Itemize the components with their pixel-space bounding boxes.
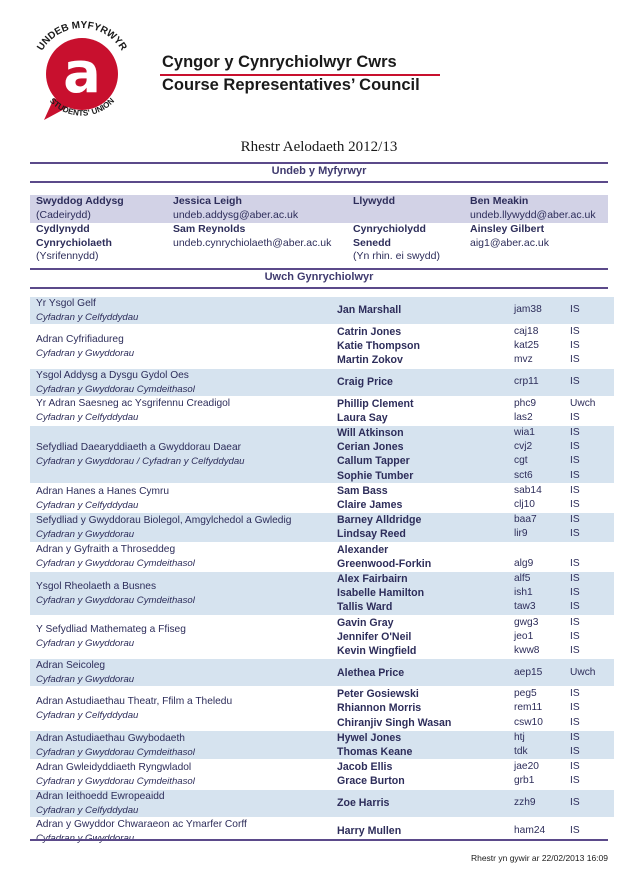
rep-name: Sophie Tumber — [337, 469, 414, 482]
rep-ids — [514, 659, 570, 687]
rep-name: Barney Alldridge — [337, 514, 422, 527]
officer-email: undeb.addysg@aber.ac.uk — [173, 208, 299, 221]
rep-user-id: gwg3 — [514, 616, 539, 628]
department-cell — [30, 483, 332, 512]
faculty-name: Cyfadran y Gwyddorau — [36, 347, 135, 359]
rep-name: Harry Mullen — [337, 825, 402, 838]
department-cell — [30, 396, 332, 425]
rep-status: IS — [570, 797, 580, 809]
section-heading-reps: Uwch Gynrychiolwyr — [264, 271, 374, 283]
faculty-name: Cyfadran y Gwyddorau Cymdeithasol — [36, 594, 195, 606]
rep-name: Zoe Harris — [337, 797, 390, 810]
rep-status: IS — [570, 304, 580, 316]
union-role: Cynrychiolydd Senedd (Yn rhin. ei swydd) — [353, 223, 440, 262]
rep-status: IS — [570, 528, 580, 540]
department-cell — [30, 760, 332, 789]
rep-status: IS — [570, 731, 580, 743]
rep-ids — [514, 730, 570, 759]
rep-name: Tallis Ward — [337, 601, 393, 614]
rep-names — [332, 760, 514, 789]
rep-ids — [514, 789, 570, 817]
rep-ids — [514, 426, 570, 484]
department-name: Yr Ysgol Gelf — [36, 298, 96, 309]
department-row — [30, 368, 614, 396]
rep-name: Jennifer O'Neil — [337, 630, 412, 643]
rep-user-id: cvj2 — [514, 441, 533, 453]
department-cell — [30, 325, 332, 369]
department-name: Adran Cyfrifiadureg — [36, 333, 124, 345]
rep-statuses — [570, 297, 614, 325]
rep-status: IS — [570, 616, 580, 628]
footer-timestamp: Rhestr yn gywir ar 22/02/2013 16:09 — [470, 853, 608, 863]
rep-user-id: peg5 — [514, 688, 537, 700]
rep-ids — [514, 368, 570, 396]
department-cell — [30, 659, 332, 687]
rep-status: IS — [570, 469, 580, 481]
rep-names — [332, 615, 514, 659]
rep-user-id: alf5 — [514, 573, 531, 585]
department-row — [30, 513, 614, 542]
officer-email: aig1@aber.ac.uk — [470, 236, 549, 249]
rep-status: IS — [570, 645, 580, 657]
rep-user-id: cgt — [514, 455, 528, 467]
rep-names — [332, 572, 514, 616]
department-cell — [30, 789, 332, 817]
faculty-name: Cyfadran y Gwyddorau — [36, 528, 135, 540]
rep-name: Thomas Keane — [337, 746, 413, 759]
department-row — [30, 789, 614, 817]
rep-status: IS — [570, 340, 580, 352]
department-row — [30, 483, 614, 512]
union-role: Swyddog Addysg (Cadeirydd) — [36, 195, 124, 221]
rep-user-id: crp11 — [514, 376, 539, 387]
department-cell — [30, 297, 332, 325]
section-divider — [30, 162, 608, 164]
department-row — [30, 572, 614, 616]
union-officer: Sam Reynolds undeb.cynrychiolaeth@aber.ac.uk — [173, 223, 332, 249]
department-name: Sefydliad y Gwyddorau Biolegol, Amgylchedol a Gwledig — [36, 514, 292, 526]
rep-name: Alethea Price — [337, 666, 405, 679]
rep-status: IS — [570, 601, 580, 613]
department-row — [30, 730, 614, 759]
rep-ids — [514, 297, 570, 325]
rep-name: Jan Marshall — [337, 304, 402, 317]
union-officer: Ainsley Gilbert aig1@aber.ac.uk — [470, 223, 549, 249]
faculty-name: Cyfadran y Celfyddydau — [36, 710, 139, 722]
rep-user-id: caj18 — [514, 326, 539, 337]
faculty-name: Cyfadran y Celfyddydau — [36, 804, 139, 816]
rep-user-id: clj10 — [514, 499, 535, 511]
council-title-welsh: Cyngor y Cynrychiolwyr Cwrs — [162, 53, 397, 71]
rep-name: Gavin Gray — [337, 616, 394, 629]
rep-status: IS — [570, 825, 580, 837]
rep-user-id: baa7 — [514, 514, 537, 526]
rep-statuses — [570, 396, 614, 425]
department-name: Ysgol Rheolaeth a Busnes — [36, 580, 157, 592]
rep-user-id: wia1 — [514, 427, 535, 439]
rep-status — [570, 543, 614, 557]
rep-user-id: aep15 — [514, 666, 543, 678]
rep-ids — [514, 396, 570, 425]
faculty-name: Cyfadran y Celfyddydau — [36, 412, 139, 424]
officer-email: undeb.cynrychiolaeth@aber.ac.uk — [173, 236, 332, 249]
section-heading-union: Undeb y Myfyrwyr — [271, 165, 367, 177]
department-row — [30, 542, 614, 571]
department-cell — [30, 615, 332, 659]
rep-name: Katie Thompson — [337, 340, 420, 353]
rep-status: IS — [570, 411, 580, 423]
rep-name: Jacob Ellis — [337, 761, 393, 774]
department-cell — [30, 730, 332, 759]
rep-name: Craig Price — [337, 376, 393, 388]
rep-status: IS — [570, 702, 580, 714]
rep-name: Catrin Jones — [337, 326, 402, 338]
department-cell — [30, 368, 332, 396]
rep-statuses — [570, 513, 614, 542]
rep-user-id — [514, 543, 570, 557]
rep-user-id: mvz — [514, 354, 533, 366]
rep-names — [332, 396, 514, 425]
rep-status: IS — [570, 557, 580, 569]
rep-statuses — [570, 659, 614, 687]
rep-names — [332, 325, 514, 369]
rep-statuses — [570, 368, 614, 396]
faculty-name: Cyfadran y Gwyddorau — [36, 674, 135, 686]
rep-name: Chiranjiv Singh Wasan — [337, 716, 452, 729]
rep-ids — [514, 542, 570, 571]
rep-name: Claire James — [337, 499, 403, 512]
rep-user-id: grb1 — [514, 775, 535, 787]
department-row — [30, 325, 614, 369]
department-name: Yr Adran Saesneg ac Ysgrifennu Creadigol — [36, 398, 231, 410]
rep-ids — [514, 615, 570, 659]
council-title-english: Course Representatives’ Council — [162, 76, 420, 94]
rep-status: IS — [570, 427, 580, 439]
rep-user-id: rem11 — [514, 702, 543, 714]
rep-name: Cerian Jones — [337, 441, 404, 454]
rep-user-id: lir9 — [514, 528, 528, 540]
department-name: Adran Hanes a Hanes Cymru — [36, 485, 170, 497]
rep-name: Alex Fairbairn — [337, 573, 408, 586]
rep-status: IS — [570, 688, 580, 700]
rep-name: Laura Say — [337, 411, 388, 424]
department-name: Adran y Gyfraith a Throseddeg — [36, 544, 176, 556]
section-divider — [30, 181, 608, 183]
rep-names — [332, 687, 514, 731]
rep-name: Grace Burton — [337, 775, 405, 788]
rep-statuses — [570, 687, 614, 731]
rep-status: IS — [570, 587, 580, 599]
union-role: Cydlynydd Cynrychiolaeth (Ysrifennydd) — [36, 223, 112, 262]
department-row — [30, 659, 614, 687]
department-name: Adran Gwleidyddiaeth Ryngwladol — [36, 761, 192, 773]
rep-status: Uwch — [570, 666, 596, 678]
rep-name: Martin Zokov — [337, 354, 403, 367]
svg-text:UNDEB MYFYRWYR: UNDEB MYFYRWYR — [35, 19, 129, 53]
rep-user-id: kat25 — [514, 340, 539, 352]
rep-user-id: sab14 — [514, 484, 542, 496]
department-name: Adran y Gwyddor Chwaraeon ac Ymarfer Corff — [36, 818, 247, 830]
rep-status: IS — [570, 376, 580, 387]
rep-user-id: zzh9 — [514, 797, 536, 809]
department-name: Adran Ieithoedd Ewropeaidd — [36, 790, 165, 802]
rep-names — [332, 789, 514, 817]
department-cell — [30, 513, 332, 542]
department-row — [30, 297, 614, 325]
department-cell — [30, 687, 332, 731]
rep-user-id: jeo1 — [514, 630, 534, 642]
department-name: Adran Astudiaethau Gwybodaeth — [36, 732, 185, 744]
students-union-logo — [22, 12, 142, 132]
section-divider — [30, 287, 608, 289]
rep-status: IS — [570, 514, 580, 526]
rep-name: Isabelle Hamilton — [337, 587, 425, 600]
rep-user-id: jae20 — [514, 761, 539, 773]
rep-name: Lindsay Reed — [337, 528, 406, 541]
department-name: Ysgol Addysg a Dysgu Gydol Oes — [36, 369, 189, 381]
rep-names — [332, 513, 514, 542]
department-name: Y Sefydliad Mathemateg a Ffiseg — [36, 624, 186, 636]
rep-statuses — [570, 483, 614, 512]
rep-names — [332, 368, 514, 396]
rep-status: IS — [570, 441, 580, 453]
rep-statuses — [570, 426, 614, 484]
faculty-name: Cyfadran y Gwyddorau / Cyfadran y Celfyddydau — [36, 455, 245, 467]
membership-list-title: Rhestr Aelodaeth 2012/13 — [240, 139, 398, 155]
rep-user-id: csw10 — [514, 716, 543, 728]
rep-status: IS — [570, 630, 580, 642]
rep-user-id: alg9 — [514, 557, 534, 569]
rep-statuses — [570, 572, 614, 616]
rep-name: Will Atkinson — [337, 427, 404, 440]
section-divider — [30, 268, 608, 270]
rep-statuses — [570, 325, 614, 369]
rep-statuses — [570, 730, 614, 759]
logo-letter: a — [63, 41, 101, 106]
rep-status: IS — [570, 326, 580, 337]
union-officer: Ben Meakin undeb.llywydd@aber.ac.uk — [470, 195, 596, 221]
rep-status: IS — [570, 573, 580, 585]
department-name: Adran Seicoleg — [36, 660, 106, 672]
faculty-name: Cyfadran y Gwyddorau — [36, 638, 135, 650]
department-row — [30, 396, 614, 425]
faculty-name: Cyfadran y Gwyddorau Cymdeithasol — [36, 383, 195, 395]
rep-status: IS — [570, 746, 580, 758]
rep-name: Sam Bass — [337, 484, 388, 497]
department-row — [30, 426, 614, 484]
svg-text:STUDENTS' UNION: STUDENTS' UNION — [47, 96, 117, 118]
department-name: Sefydliad Daearyddiaeth a Gwyddorau Daear — [36, 441, 242, 453]
rep-names — [332, 426, 514, 484]
rep-ids — [514, 572, 570, 616]
rep-ids — [514, 483, 570, 512]
union-role: Llywydd — [353, 195, 396, 207]
rep-names — [332, 659, 514, 687]
department-cell — [30, 572, 332, 616]
union-officer: Jessica Leigh undeb.addysg@aber.ac.uk — [173, 195, 299, 221]
department-cell — [30, 542, 332, 571]
table-bottom-rule — [30, 839, 608, 841]
faculty-name: Cyfadran y Gwyddorau Cymdeithasol — [36, 775, 195, 787]
officer-email: undeb.llywydd@aber.ac.uk — [470, 208, 596, 221]
department-row — [30, 615, 614, 659]
faculty-name: Cyfadran y Gwyddorau Cymdeithasol — [36, 746, 195, 758]
rep-status: Uwch — [570, 397, 596, 409]
rep-ids — [514, 513, 570, 542]
rep-name: Alexander — [337, 543, 389, 556]
department-row — [30, 687, 614, 731]
rep-statuses — [570, 760, 614, 789]
rep-name: Rhiannon Morris — [337, 702, 422, 715]
rep-name: Kevin Wingfield — [337, 645, 417, 658]
rep-statuses — [570, 615, 614, 659]
rep-ids — [514, 687, 570, 731]
rep-user-id: taw3 — [514, 601, 536, 613]
rep-status: IS — [570, 761, 580, 773]
rep-name: Hywel Jones — [337, 731, 402, 744]
department-row — [30, 760, 614, 789]
rep-ids — [514, 325, 570, 369]
rep-names — [332, 483, 514, 512]
rep-user-id: jam38 — [514, 304, 542, 316]
rep-user-id: ish1 — [514, 587, 533, 599]
union-officers — [30, 195, 608, 265]
department-cell — [30, 426, 332, 484]
rep-status: IS — [570, 354, 580, 366]
rep-user-id: kww8 — [514, 645, 540, 657]
rep-user-id: sct6 — [514, 469, 533, 481]
department-name: Adran Astudiaethau Theatr, Ffilm a Theledu — [36, 696, 233, 708]
rep-name: Phillip Clement — [337, 397, 414, 410]
rep-name: Peter Gosiewski — [337, 688, 419, 701]
rep-status: IS — [570, 484, 580, 496]
rep-user-id: las2 — [514, 411, 533, 423]
rep-names — [332, 730, 514, 759]
rep-status: IS — [570, 775, 580, 787]
rep-status: IS — [570, 499, 580, 511]
faculty-name: Cyfadran y Celfyddydau — [36, 312, 139, 323]
rep-user-id: ham24 — [514, 825, 546, 837]
rep-status: IS — [570, 716, 580, 728]
rep-ids — [514, 760, 570, 789]
faculty-name: Cyfadran y Celfyddydau — [36, 499, 139, 511]
rep-names — [332, 542, 514, 571]
rep-user-id: phc9 — [514, 397, 537, 409]
faculty-name: Cyfadran y Gwyddorau Cymdeithasol — [36, 558, 195, 570]
departments-table — [30, 297, 614, 846]
rep-name: Greenwood-Forkin — [337, 557, 432, 570]
rep-names — [332, 297, 514, 325]
rep-user-id: htj — [514, 731, 525, 743]
rep-statuses — [570, 542, 614, 571]
rep-status: IS — [570, 455, 580, 467]
rep-statuses — [570, 789, 614, 817]
rep-name: Callum Tapper — [337, 455, 410, 468]
rep-user-id: tdk — [514, 746, 528, 758]
